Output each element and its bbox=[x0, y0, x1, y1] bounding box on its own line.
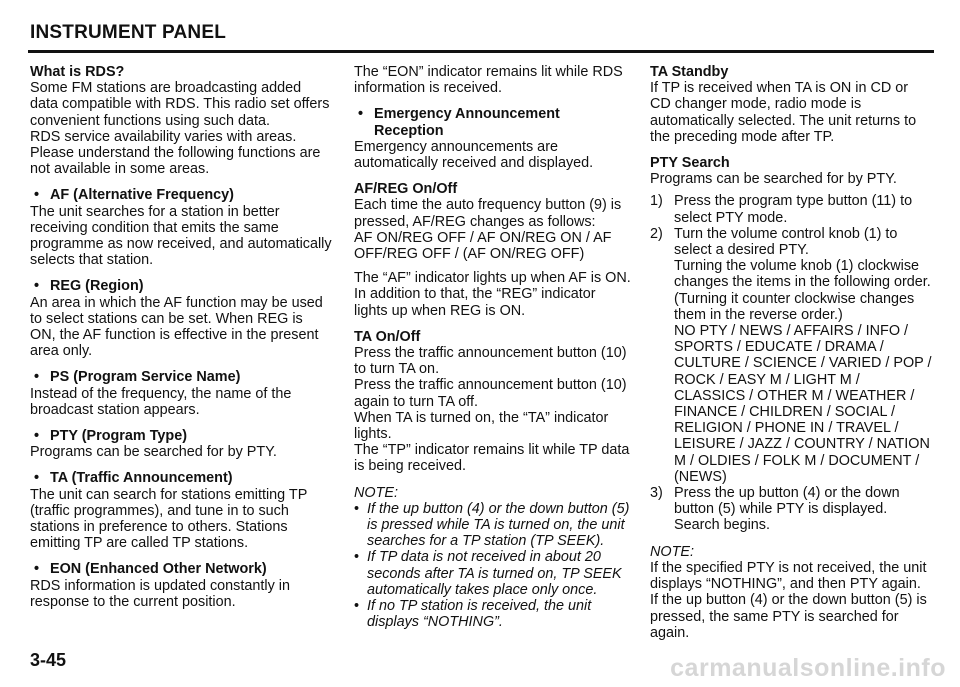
note-item: • If the up button (4) or the down button (5) is pressed while TA is turned on, the unit searches for a TP station (TP SEEK). bbox=[354, 501, 632, 550]
emergency-paragraph: Emergency announcements are automatically received and displayed. bbox=[354, 138, 594, 172]
pty-search-steps bbox=[650, 193, 932, 533]
bullet-icon: • bbox=[34, 278, 40, 295]
emergency-heading: • Emergency Announcement Reception bbox=[358, 106, 560, 139]
reg-heading: • REG (Region) bbox=[34, 278, 144, 295]
bullet-icon: • bbox=[34, 187, 40, 204]
section-ta bbox=[30, 470, 332, 551]
step-item bbox=[650, 193, 932, 225]
rds-paragraph-1: Some FM stations are broadcasting added data compatible with RDS. This radio set offers convenient functions using such data. bbox=[30, 80, 330, 129]
ps-paragraph: Instead of the frequency, the name of the broadcast station appears. bbox=[30, 385, 292, 418]
column-left bbox=[30, 64, 332, 620]
bullet-icon: • bbox=[34, 369, 40, 386]
section-pty-note bbox=[650, 544, 932, 641]
section-af bbox=[30, 187, 332, 268]
pty-heading: • PTY (Program Type) bbox=[34, 428, 188, 445]
note-item: • If TP data is not received in about 20 seconds after TA is turned on, TP SEEK automatically takes place only once. bbox=[354, 549, 632, 598]
ta-heading: • TA (Traffic Announcement) bbox=[34, 470, 233, 487]
af-heading: • AF (Alternative Frequency) bbox=[34, 187, 234, 204]
section-ta-onoff bbox=[354, 329, 632, 475]
afreg-sequence: AF ON/REG OFF / AF ON/REG ON / AF OFF/REG OFF / (AF ON/REG OFF) bbox=[354, 229, 612, 263]
note-label: NOTE: bbox=[650, 543, 694, 560]
step-extra: Turning the volume knob (1) clockwise changes the items in the following order. (Turning it counter clockwise changes them in the reverse order.) bbox=[674, 258, 931, 323]
ta-onoff-heading: TA On/Off bbox=[354, 328, 421, 345]
ta-onoff-paragraph-3: When TA is turned on, the “TA” indicator lights. bbox=[354, 409, 609, 443]
step-extra: NO PTY / NEWS / AFFAIRS / INFO / SPORTS / EDUCATE / DRAMA / CULTURE / SCIENCE / VARIED / POP / ROCK / EASY M / LIGHT M / CLASSICS / OTHER M / WEATHER / FINANCE / CHILDREN / SOCIAL / RELIGION / PHONE IN / TRAVEL / LEISURE / JAZZ / COUNTRY / NATION M / OLDIES / FOLK M / DOCUMENT / (NEWS) bbox=[674, 323, 932, 485]
column-right bbox=[650, 64, 932, 651]
afreg-paragraph-1: Each time the auto frequency button (9) is pressed, AF/REG changes as follows: bbox=[354, 197, 622, 230]
ta-standby-heading: TA Standby bbox=[650, 64, 729, 80]
eon-continued-paragraph: The “EON” indicator remains lit while RDS information is received. bbox=[354, 64, 623, 97]
pty-paragraph: Programs can be searched for by PTY. bbox=[30, 444, 277, 461]
step-text: Press the program type button (11) to select PTY mode. bbox=[674, 193, 913, 226]
bullet-icon: • bbox=[34, 470, 40, 487]
ta-onoff-paragraph-4: The “TP” indicator remains lit while TP data is being received. bbox=[354, 442, 630, 475]
section-reg bbox=[30, 278, 332, 359]
afreg-paragraph-2: The “AF” indicator lights up when AF is ON. In addition to that, the “REG” indicator lights up when REG is ON. bbox=[354, 270, 631, 319]
ta-standby-paragraph: If TP is received when TA is ON in CD or CD changer mode, radio mode is automatically selected. The unit returns to the preceding mode after TP. bbox=[650, 80, 917, 145]
ta-onoff-paragraph-2: Press the traffic announcement button (10) again to turn TA off. bbox=[354, 377, 627, 410]
header-divider bbox=[28, 50, 934, 53]
section-ta-note bbox=[354, 485, 632, 631]
af-paragraph: The unit searches for a station in better receiving condition that emits the same programme as now received, and automatically selects that station. bbox=[30, 203, 332, 269]
section-pty bbox=[30, 428, 332, 460]
note-list bbox=[354, 501, 632, 631]
rds-paragraph-2: RDS service availability varies with areas. Please understand the following functions are not available in some areas. bbox=[30, 128, 321, 178]
pty-search-heading: PTY Search bbox=[650, 155, 730, 172]
bullet-icon: • bbox=[34, 428, 40, 445]
bullet-icon: • bbox=[358, 106, 364, 123]
page-number: 3-45 bbox=[30, 650, 67, 670]
step-item bbox=[650, 485, 932, 534]
page-header-title: INSTRUMENT PANEL bbox=[30, 22, 227, 43]
step-number: 1) bbox=[650, 193, 663, 210]
ta-paragraph: The unit can search for stations emitting TP (traffic programmes), and tune in to such stations in preference to others. Stations emitting TP are called TP stations. bbox=[30, 486, 308, 552]
note-item: • If no TP station is received, the unit displays “NOTHING”. bbox=[354, 598, 632, 630]
ta-onoff-paragraph-1: Press the traffic announcement button (10) to turn TA on. bbox=[354, 345, 627, 378]
section-afreg bbox=[354, 181, 632, 319]
step-item bbox=[650, 226, 932, 485]
bullet-icon: • bbox=[34, 561, 40, 578]
section-eon bbox=[30, 561, 332, 610]
step-number: 3) bbox=[650, 485, 663, 502]
pty-search-paragraph: Programs can be searched for by PTY. bbox=[650, 171, 897, 188]
section-pty-search bbox=[650, 155, 932, 534]
ps-heading: • PS (Program Service Name) bbox=[34, 369, 241, 386]
afreg-heading: AF/REG On/Off bbox=[354, 181, 458, 198]
step-text: Press the up button (4) or the down button (5) while PTY is displayed. bbox=[674, 485, 900, 518]
section-emergency bbox=[354, 106, 632, 171]
eon-heading: • EON (Enhanced Other Network) bbox=[34, 561, 267, 578]
pty-note-paragraph: If the specified PTY is not received, the unit displays “NOTHING”, and then PTY again. If the up button (4) or the down button (5) is pressed, the same PTY is searched for again. bbox=[650, 559, 927, 641]
note-label: NOTE: bbox=[354, 484, 398, 501]
step-number: 2) bbox=[650, 225, 663, 242]
column-middle bbox=[354, 64, 632, 641]
watermark: carmanualsonline.info bbox=[670, 654, 946, 682]
step-text: Turn the volume control knob (1) to select a desired PTY. bbox=[674, 225, 898, 259]
rds-heading: What is RDS? bbox=[30, 64, 125, 80]
step-extra: Search begins. bbox=[674, 517, 770, 534]
section-eon-continued bbox=[354, 64, 632, 96]
section-what-is-rds bbox=[30, 64, 332, 177]
section-ta-standby bbox=[650, 64, 932, 145]
section-ps bbox=[30, 369, 332, 418]
reg-paragraph: An area in which the AF function may be used to select stations can be set. When REG is ON, the AF function is effective in the present area only. bbox=[30, 294, 323, 360]
eon-paragraph: RDS information is updated constantly in response to the current position. bbox=[30, 577, 290, 610]
